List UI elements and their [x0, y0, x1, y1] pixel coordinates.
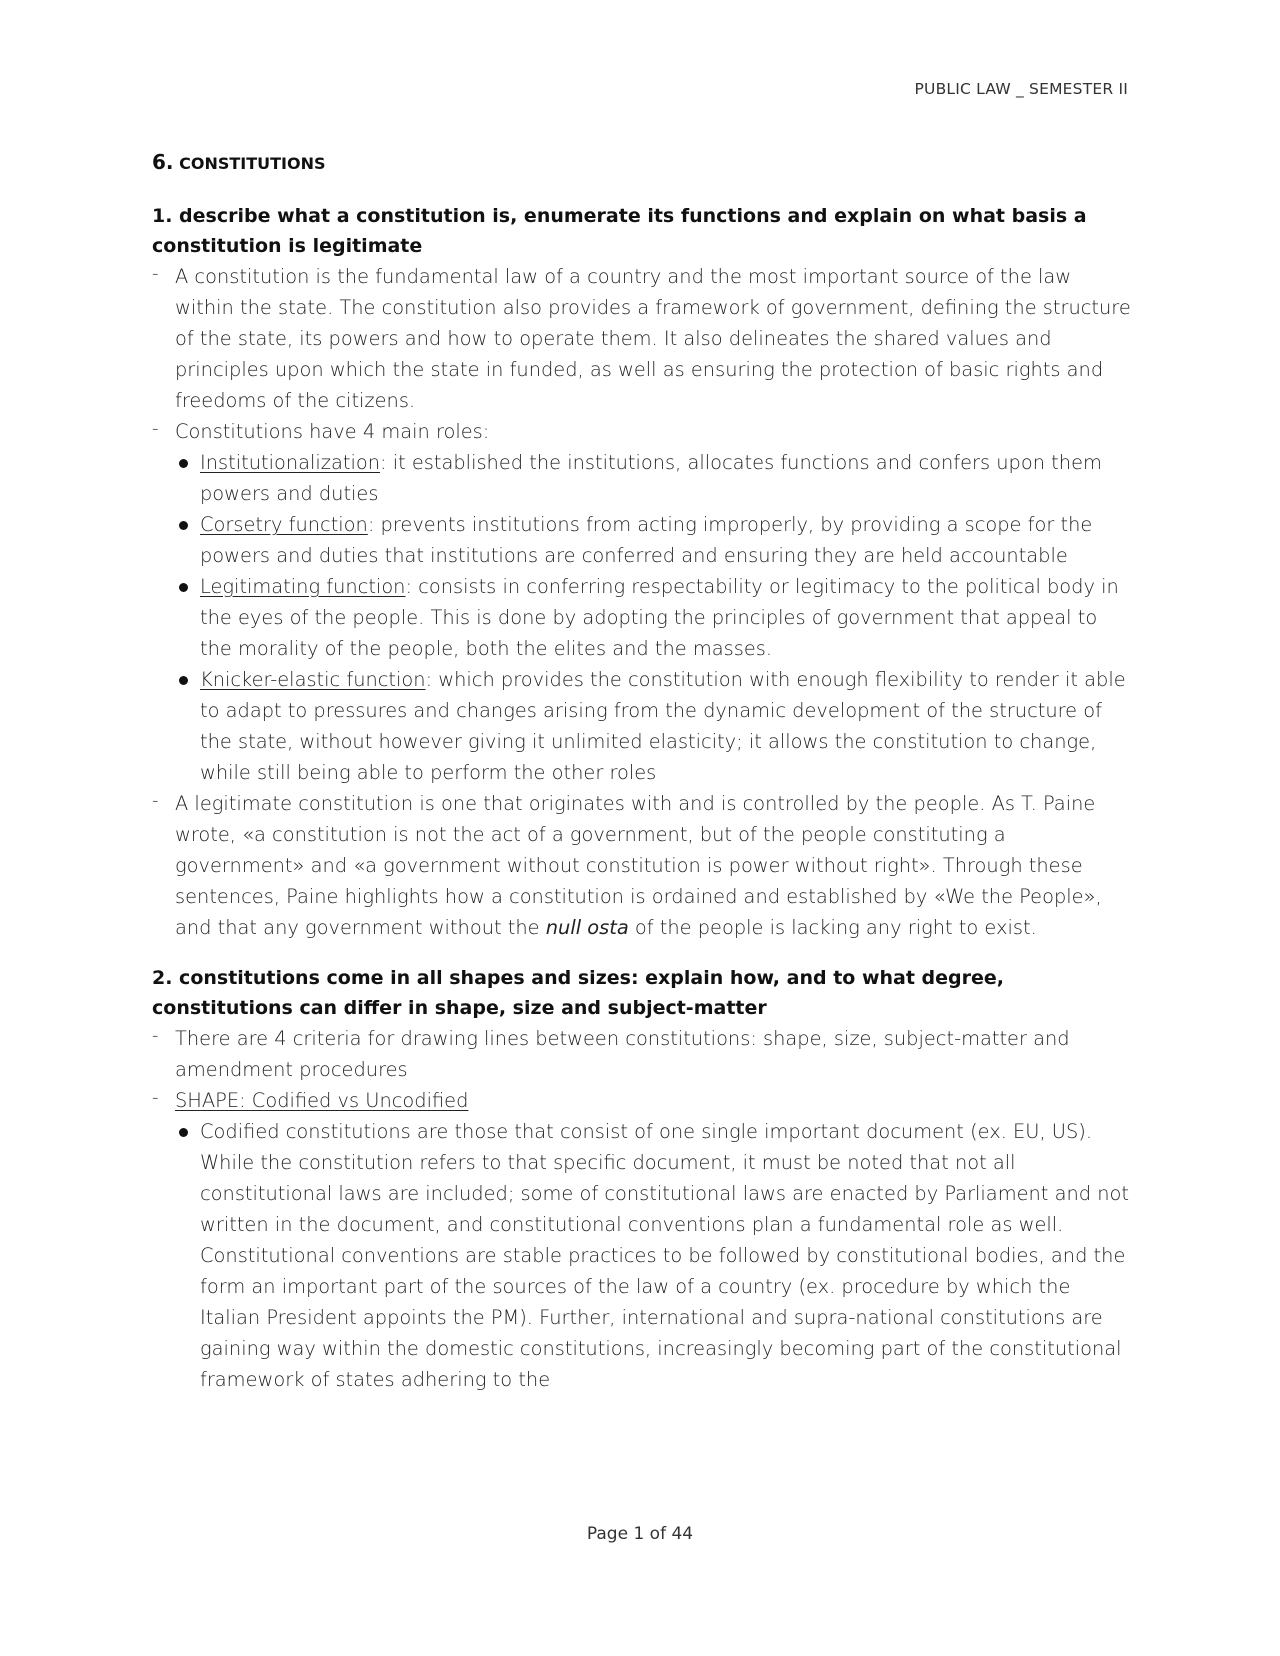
role-text: : consists in conferring respectability or legitimacy to the political body in the eyes of the people. This is done by adopting the principles of government that appeal to the morality of the people, both the elites and the masses. [200, 575, 1119, 660]
role-item [175, 571, 1132, 664]
section-number: 6. [152, 150, 174, 174]
role-item [175, 509, 1132, 571]
role-term: Corsetry function [200, 513, 368, 536]
shape-subheading: SHAPE: Codified vs Uncodified [175, 1089, 469, 1112]
section-title: CONSTITUTIONS [179, 154, 326, 173]
answer-paragraph-definition: - A constitution is the fundamental law of a country and the most important source of the law within the state. The constitution also provides a framework of government, defining the structure of the state, its powers and how to operate them. It also delineates the shared values and principles upon which the state in funded, as well as ensuring the protection of basic rights and freedoms of the citizens. [152, 261, 1132, 416]
running-header: PUBLIC LAW _ SEMESTER II [914, 80, 1128, 98]
legitimacy-text-b: of the people is lacking any right to exist. [628, 916, 1037, 939]
answer-paragraph-criteria: - There are 4 criteria for drawing lines between constitutions: shape, size, subject-matter and amendment procedures [152, 1023, 1132, 1085]
shape-item-codified: Codified constitutions are those that consist of one single important document (ex. EU, US). While the constitution refers to that specific document, it must be noted that not all constitutional laws are included; some of constitutional laws are enacted by Parliament and not written in the document, and constitutional conventions plan a fundamental role as well. Constitutional conventions are stable practices to be followed by constitutional bodies, and the form an important part of the sources of the law of a country (ex. procedure by which the Italian President appoints the PM). Further, international and supra-national constitutions are gaining way within the domestic constitutions, increasingly becoming part of the constitutional framework of states adhering to the [175, 1116, 1132, 1395]
question-2-title: 2. constitutions come in all shapes and sizes: explain how, and to what degree, constitutions can differ in shape, size and subject-matter [152, 967, 1004, 1019]
roles-list [175, 447, 1132, 788]
role-item [175, 447, 1132, 509]
answer-paragraph-shape [152, 1085, 1132, 1395]
question-1-answer [152, 261, 1132, 943]
section-heading [152, 150, 1132, 174]
role-term: Knicker-elastic function [200, 668, 426, 691]
page-body [152, 150, 1132, 1395]
role-text: : prevents institutions from acting improperly, by providing a scope for the powers and duties that institutions are conferred and ensuring they are held accountable [200, 513, 1093, 567]
role-text: : which provides the constitution with enough flexibility to render it able to adapt to pressures and changes arising from the dynamic development of the structure of the state, without however giving it unlimited elasticity; it allows the constitution to change, while still being able to perform the other roles [200, 668, 1126, 784]
shape-list [175, 1116, 1132, 1395]
role-text: : it established the institutions, allocates functions and confers upon them powers and duties [200, 451, 1102, 505]
answer-paragraph-roles [152, 416, 1132, 788]
answer-paragraph-legitimacy [152, 788, 1132, 943]
question-2-answer [152, 1023, 1132, 1395]
legitimacy-text-a: A legitimate constitution is one that originates with and is controlled by the people. As T. Paine wrote, «a constitution is not the act of a government, but of the people constituting a government» and «a government without constitution is power without right». Through these sentences, Paine highlights how a constitution is ordained and established by «We the People», and that any government without the [175, 792, 1102, 939]
legitimacy-italic-term: null osta [545, 916, 629, 939]
role-term: Institutionalization [200, 451, 380, 474]
role-item [175, 664, 1132, 788]
page-number: Page 1 of 44 [586, 1524, 694, 1544]
question-1-title: 1. describe what a constitution is, enumerate its functions and explain on what basis a constitution is legitimate [152, 205, 1087, 257]
role-term: Legitimating function [200, 575, 406, 598]
roles-intro: Constitutions have 4 main roles: [175, 420, 490, 443]
